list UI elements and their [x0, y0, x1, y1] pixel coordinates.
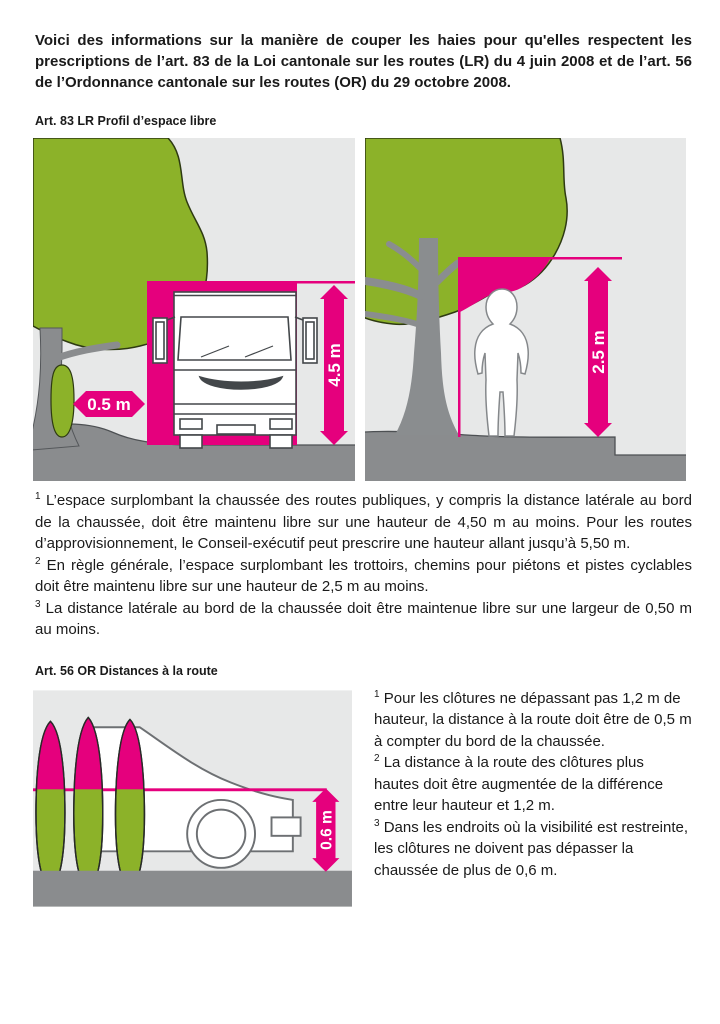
note-sup: 1 [373, 688, 380, 700]
note-sup: 1 [35, 491, 41, 502]
figure-pedestrian-clearance [365, 138, 686, 481]
section1-heading: Art. 83 LR Profil d’espace libre [35, 114, 217, 128]
note-text: La distance latérale au bord de la chaussée doit être maintenue libre sur une largeur de 0,50 m au moins. [35, 599, 692, 638]
note-sup: 2 [35, 555, 41, 567]
clearance-top-line [147, 281, 355, 284]
width-label: 0.5 m [87, 395, 131, 414]
note-paragraph [374, 688, 692, 753]
bush [51, 365, 74, 437]
section2-heading: Art. 56 OR Distances à la route [35, 663, 218, 678]
note-sup: 3 [35, 598, 41, 610]
truck-wheel-right [270, 435, 292, 448]
note-paragraph [35, 490, 692, 555]
note-paragraph [374, 752, 692, 817]
truck-windshield [178, 317, 291, 360]
truck-light-right [270, 419, 292, 429]
note-text: Pour les clôtures ne dépassant pas 1,2 m de hauteur, la distance à la route doit être de 0,5 m à compter du bord de la chaussée. [373, 689, 692, 750]
note-text: Dans les endroits où la visibilité est restreinte, les clôtures ne doivent pas dépasser la chaussée de plus de 0,6 m. [373, 818, 689, 879]
height-label: 4.5 m [325, 343, 344, 387]
section2-row [33, 687, 692, 910]
note-text: La distance à la route des clôtures plus hautes doit être augmentée de la différence entre leur hauteur et 1,2 m. [373, 754, 664, 814]
height-label: 0.6 m [318, 809, 336, 850]
note-sup: 3 [373, 817, 380, 829]
section1-notes [35, 490, 692, 641]
figure-hedge-distance [33, 687, 352, 910]
clearance-left-line [458, 257, 461, 437]
intro-paragraph: Voici des informations sur la manière de couper les haies pour qu'elles respectent les prescriptions de l’art. 83 de la Loi cantonale sur les routes (LR) du 4 juin 2008 et de l’art. 56 de l’Ordonnance cantonale sur les routes (OR) du 29 octobre 2008. [35, 32, 692, 91]
figure-truck-clearance [33, 138, 355, 481]
truck [153, 292, 317, 448]
note-paragraph [374, 817, 692, 882]
section2-notes [374, 687, 692, 882]
section1-figure-row [33, 138, 692, 481]
note-paragraph [35, 598, 692, 641]
note-text: L’espace surplombant la chaussée des routes publiques, y compris la distance latérale au bord de la chaussée, doit être maintenu libre sur une hauteur de 4,50 m au moins. Pour les routes d’approvisionnement, le Conseil-exécutif peut prescrire une hauteur allant jusqu’à 5,50 m. [35, 492, 692, 552]
truck-light-left [180, 419, 202, 429]
clearance-top-line [458, 257, 622, 260]
note-text: En règle générale, l’espace surplombant les trottoirs, chemins pour piétons et pistes cyclables doit être maintenu libre sur une hauteur de 2,5 m au moins. [35, 556, 693, 595]
note-paragraph [35, 555, 692, 598]
truck-wheel-left [180, 435, 202, 448]
height-label: 2.5 m [589, 330, 608, 374]
car-bumper-detail [272, 817, 301, 835]
road [33, 870, 352, 906]
note-sup: 2 [373, 753, 380, 764]
